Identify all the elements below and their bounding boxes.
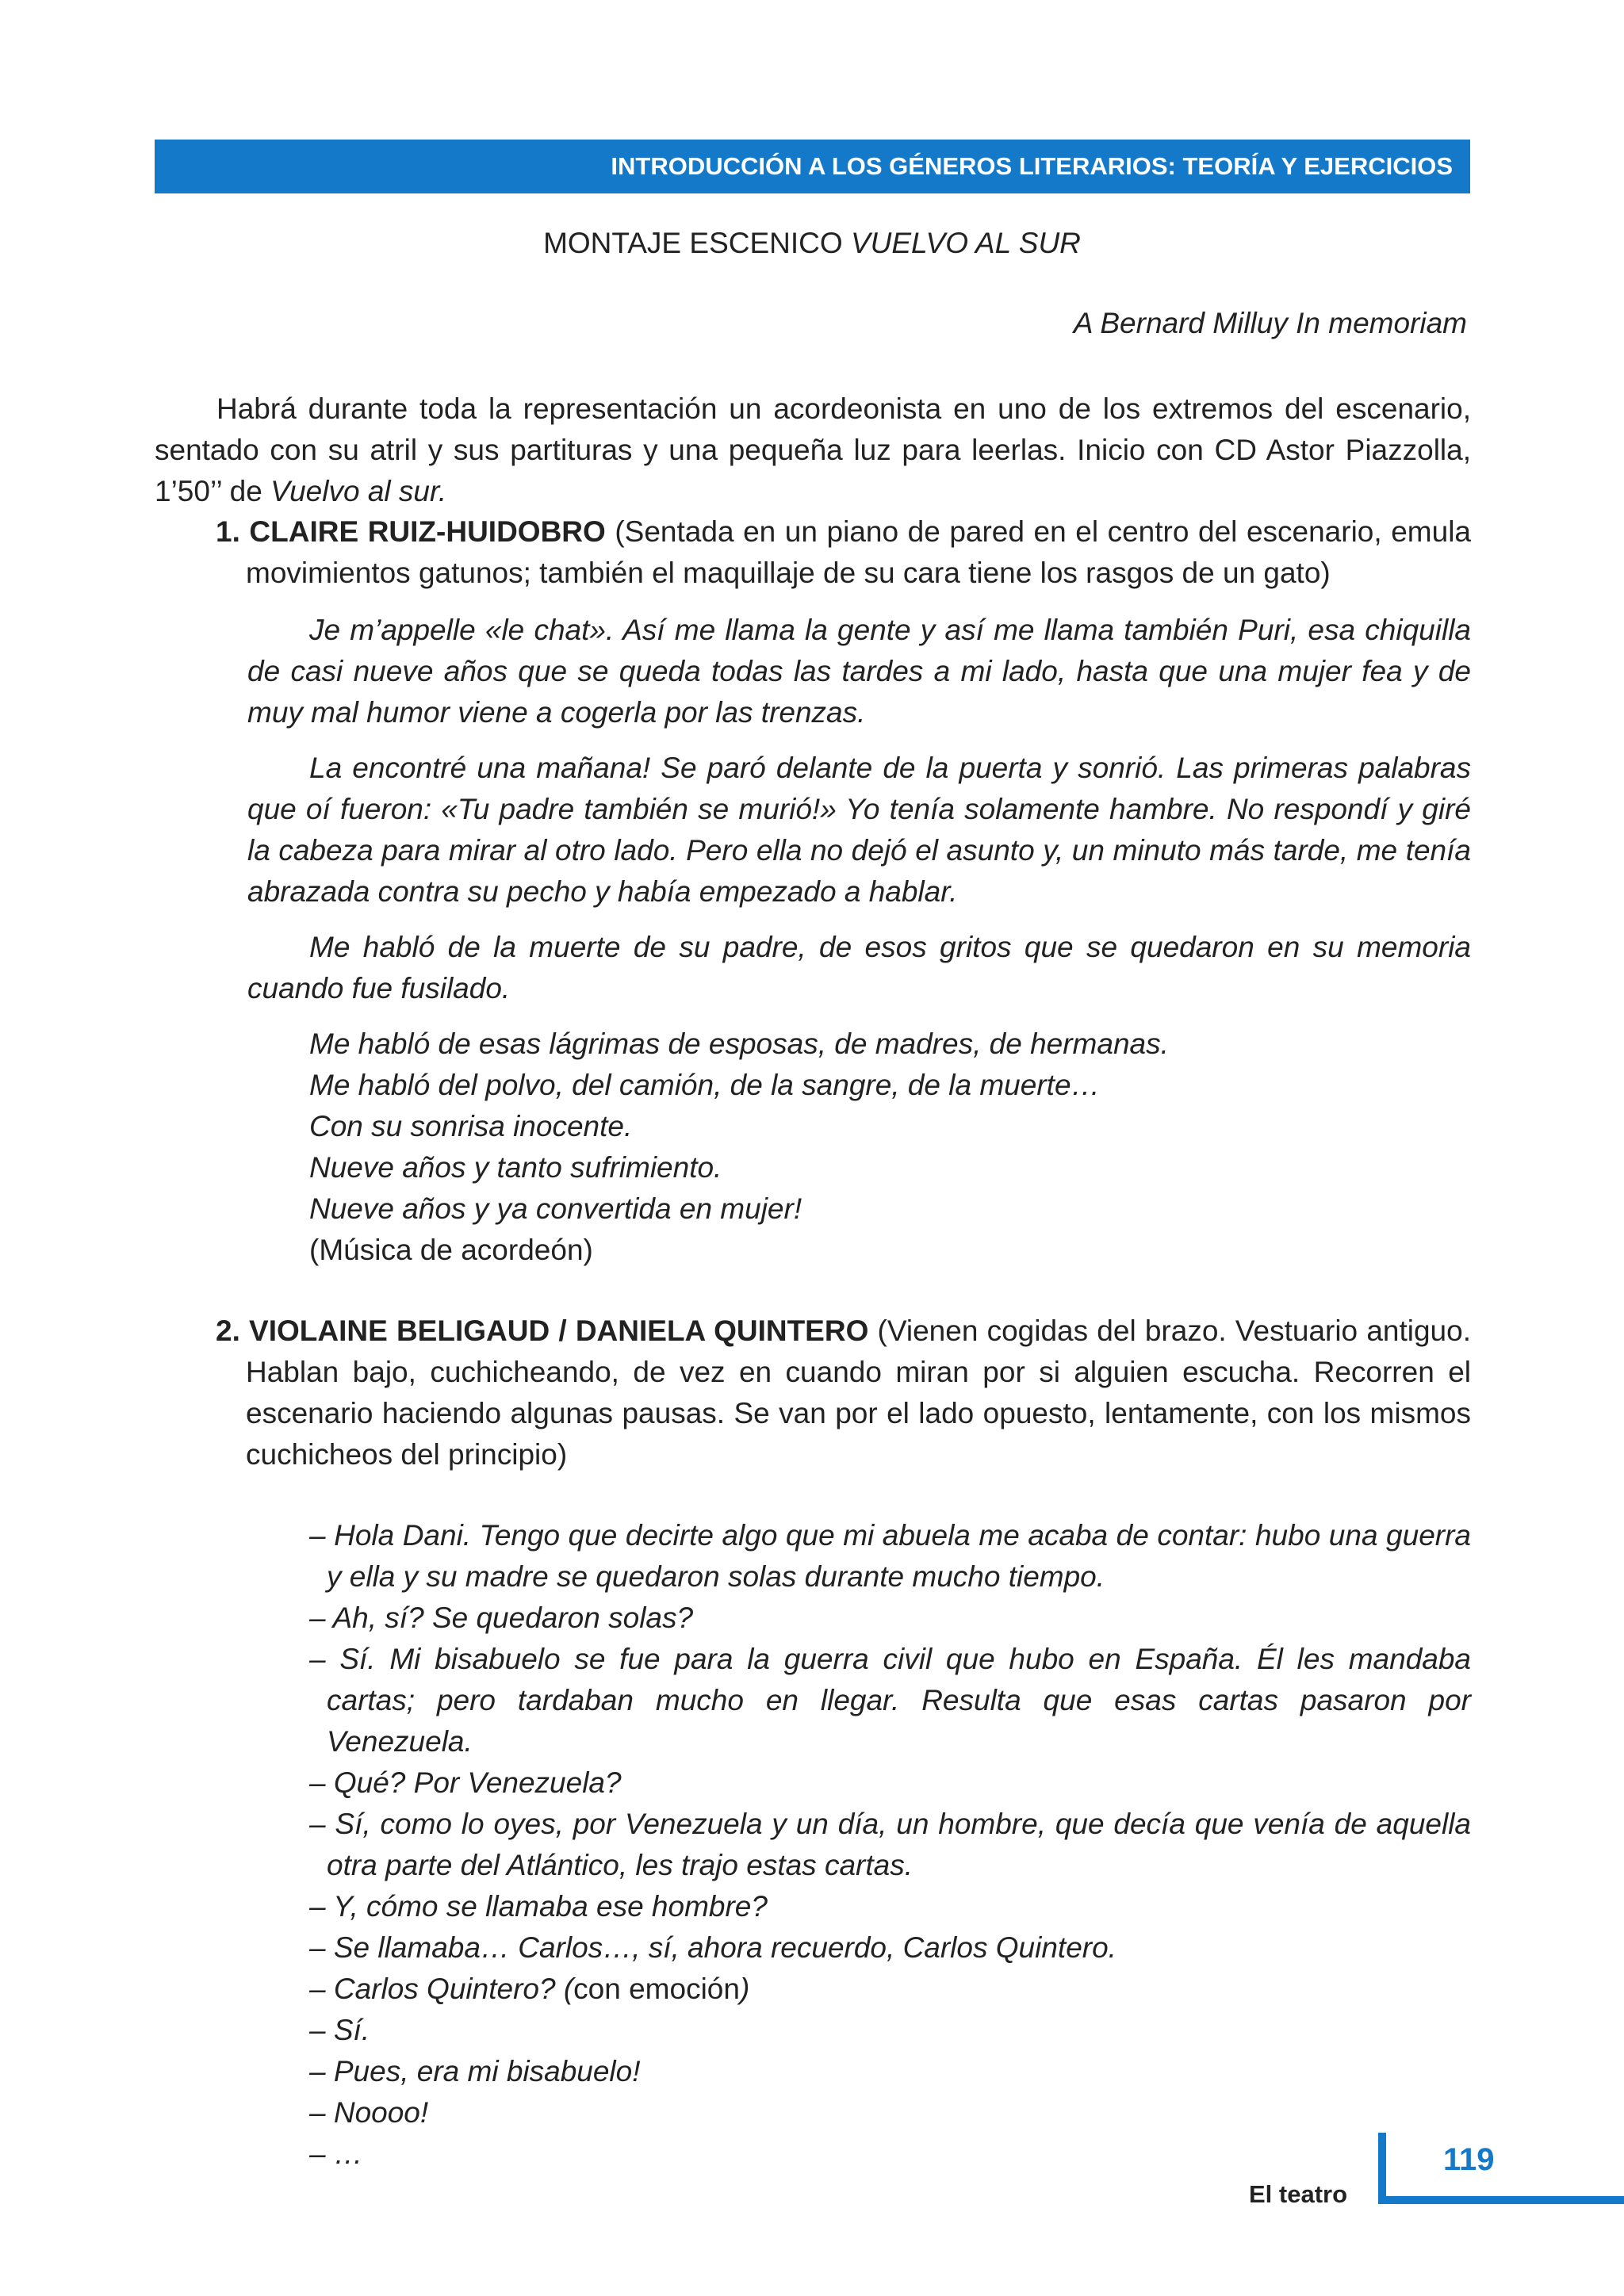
monologue-paragraph: La encontré una mañana! Se paró delante de la puerta y sonrió. Las primeras palabras que oí fueron: «Tu padre también se murió!» Yo tenía solamente hambre. No respondí y giré la cabeza para mirar al otro lado. Pero ella no dejó el asunto y, un minuto más tarde, me tenía abrazada contra su pecho y había empezado a hablar. [247,752,1471,908]
verse-line: Me habló de esas lágrimas de esposas, de madres, de hermanas. [309,1027,1169,1060]
header-band [155,140,1470,193]
intro-paragraph [155,388,1471,512]
dialog-line: – Sí. [309,2014,370,2046]
section-1-character: CLAIRE RUIZ-HUIDOBRO [249,515,606,548]
dialog-line: – Ah, sí? Se quedaron solas? [309,1601,694,1634]
monologue-paragraph: Me habló de la muerte de su padre, de esos gritos que se quedaron en su memoria cuando fue fusilado. [247,931,1471,1004]
title-prefix: MONTAJE ESCENICO [543,227,851,259]
section-1 [216,511,1471,1271]
footer-section-label: El teatro [1249,2180,1348,2208]
monologue-paragraph: Je m’appelle «le chat». Así me llama la gente y así me llama también Puri, esa chiquilla de casi nueve años que se queda todas las tardes a mi lado, hasta que una mujer fea y de muy mal humor viene a cogerla por las trenzas. [247,614,1471,729]
intro-italic: Vuelvo al sur. [270,475,447,507]
section-1-heading [216,511,1471,594]
verse-line: Nueve años y tanto sufrimiento. [309,1151,722,1184]
emotion-before: – Carlos Quintero? ( [309,1973,574,2005]
intro-text: Habrá durante toda la representación un acordeonista en uno de los extremos del escenario, sentado con su atril y sus partituras y una pequeña luz para leerlas. Inicio con CD Astor Piazzolla, 1’50’’ de [155,392,1471,507]
section-2 [216,1311,1471,2175]
page-number: 119 [1443,2142,1495,2177]
section-2-heading [216,1311,1471,1475]
verse-line: Me habló del polvo, del camión, de la sangre, de la muerte… [309,1069,1101,1101]
dialog-line: – Hola Dani. Tengo que decirte algo que mi abuela me acaba de contar: hubo una guerra y ella y su madre se quedaron solas durante mucho tiempo. [309,1519,1471,1593]
section-2-stage-direction: (Vienen cogidas del brazo. Vestuario antiguo. Hablan bajo, cuchicheando, de vez en cuando miran por si alguien escucha. Recorren el escenario haciendo algunas pausas. Se van por el lado opuesto, lentamente, con los mismos cuchicheos del principio) [246,1314,1471,1471]
dialog-line: – … [309,2137,363,2170]
dialog-line-emotion [309,1969,1471,2010]
footer-rule-horizontal [1378,2196,1624,2204]
page-title [0,227,1624,260]
section-2-dialog [309,1515,1471,2175]
dialog-line: – Sí. Mi bisabuelo se fue para la guerra civil que hubo en España. Él les mandaba cartas; pero tardaban mucho en llegar. Resulta que esas cartas pasaron por Venezuela. [309,1643,1471,1758]
title-italic: VUELVO AL SUR [850,227,1081,259]
section-1-verses [309,1024,1471,1271]
section-2-number: 2. [216,1314,240,1347]
section-1-stage-direction: (Sentada en un piano de pared en el centro del escenario, emula movimientos gatunos; también el maquillaje de su cara tiene los rasgos de un gato) [246,515,1471,589]
verse-line: Con su sonrisa inocente. [309,1110,633,1142]
dialog-line: – Pues, era mi bisabuelo! [309,2055,641,2087]
section-1-number: 1. [216,515,240,548]
dialog-line: – Noooo! [309,2096,429,2129]
emotion-after: ) [739,1973,750,2005]
dedication: A Bernard Milluy In memoriam [1073,307,1467,339]
dialog-line: – Sí, como lo oyes, por Venezuela y un día, un hombre, que decía que venía de aquella otra parte del Atlántico, les trajo estas cartas. [309,1808,1471,1881]
header-title: INTRODUCCIÓN A LOS GÉNEROS LITERARIOS: TEORÍA Y EJERCICIOS [611,152,1453,180]
footer-rule-vertical [1378,2133,1386,2204]
section-2-characters: VIOLAINE BELIGAUD / DANIELA QUINTERO [249,1314,869,1347]
music-note: (Música de acordeón) [309,1234,593,1266]
emotion-direction: con emoción [573,1973,740,2005]
section-1-monologue [247,610,1471,1009]
dialog-line: – Qué? Por Venezuela? [309,1766,622,1799]
verse-line: Nueve años y ya convertida en mujer! [309,1192,802,1225]
dialog-line: – Y, cómo se llamaba ese hombre? [309,1890,768,1923]
dialog-line: – Se llamaba… Carlos…, sí, ahora recuerdo, Carlos Quintero. [309,1931,1116,1964]
